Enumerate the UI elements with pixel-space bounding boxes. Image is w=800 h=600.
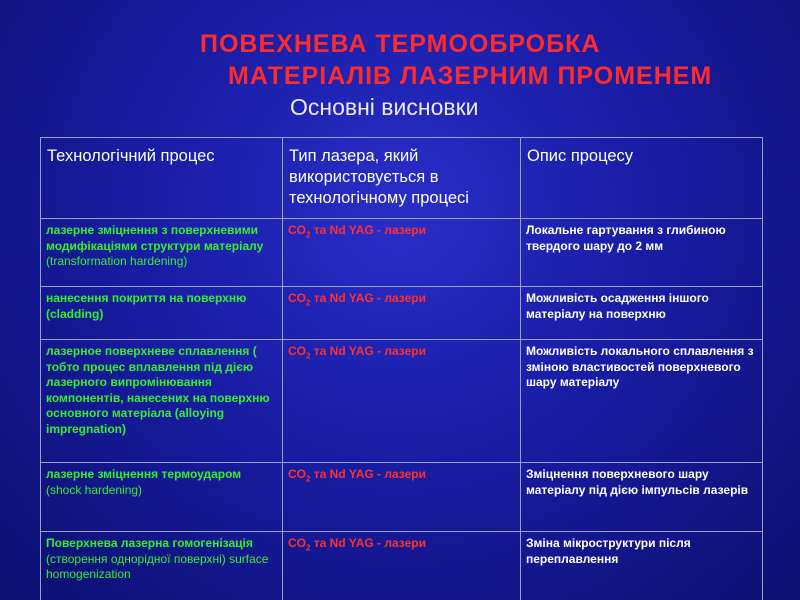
process-cell <box>41 287 283 340</box>
description-cell: Локальне гартування з глибиною твердого шару до 2 мм <box>521 219 763 287</box>
slide-subtitle: Основні висновки <box>290 94 479 120</box>
process-name: Поверхнева лазерна гомогенізація <box>46 536 253 550</box>
process-name-english: (shock hardening) <box>46 482 143 497</box>
process-cell <box>41 340 283 463</box>
process-cell <box>41 219 283 287</box>
slide-title-line-1: ПОВЕХНЕВА ТЕРМООБРОБКА <box>200 30 601 58</box>
laser-cell: $CO_2$ та Nd YAG - лазери <box>283 219 521 287</box>
header-process: Технологічний процес <box>41 138 283 219</box>
laser-cell: $CO_2$ та Nd YAG - лазери <box>283 463 521 532</box>
table-row <box>41 287 763 340</box>
description-cell: Зміцнення поверхневого шару матеріалу під дією імпульсів лазерів <box>521 463 763 532</box>
process-name: лазерне зміцнення термоударом <box>46 467 242 481</box>
header-laser-type: Тип лазера, який використовується в технологічному процесі <box>283 138 521 219</box>
slide-title-block <box>0 30 800 120</box>
table-row <box>41 219 763 287</box>
process-name: нанесення покриття на поверхню (cladding) <box>46 291 247 321</box>
laser-cell: $CO_2$ та Nd YAG - лазери <box>283 340 521 463</box>
table-row <box>41 532 763 600</box>
description-cell: Можливість локального сплавлення з зміною властивостей поверхневого шару матеріалу <box>521 340 763 463</box>
process-name: лазерне зміцнення з поверхневими модифікаціями структури матеріалу <box>46 223 264 253</box>
process-name: лазерное поверхневе сплавлення ( тобто процес вплавлення під дією лазерного випромінювання компонентів, нанесених на поверхню основного матеріала (alloying impregnation) <box>46 344 270 436</box>
process-cell <box>41 532 283 600</box>
header-description: Опис процесу <box>521 138 763 219</box>
slide-title-line-2: МАТЕРІАЛІВ ЛАЗЕРНИМ ПРОМЕНЕМ <box>228 62 713 90</box>
description-cell: Можливість осадження іншого матеріалу на поверхню <box>521 287 763 340</box>
table-row <box>41 340 763 463</box>
laser-cell: $CO_2$ та Nd YAG - лазери <box>283 287 521 340</box>
conclusions-table <box>40 137 763 600</box>
table-header-row <box>41 138 763 219</box>
description-cell: Зміна мікроструктури після переплавлення <box>521 532 763 600</box>
process-name-english: (створення однорідної поверхні) surface homogenization <box>46 551 269 581</box>
process-cell <box>41 463 283 532</box>
laser-cell: $CO_2$ та Nd YAG - лазери <box>283 532 521 600</box>
table-row <box>41 463 763 532</box>
process-name-english: (transformation hardening) <box>46 254 188 268</box>
